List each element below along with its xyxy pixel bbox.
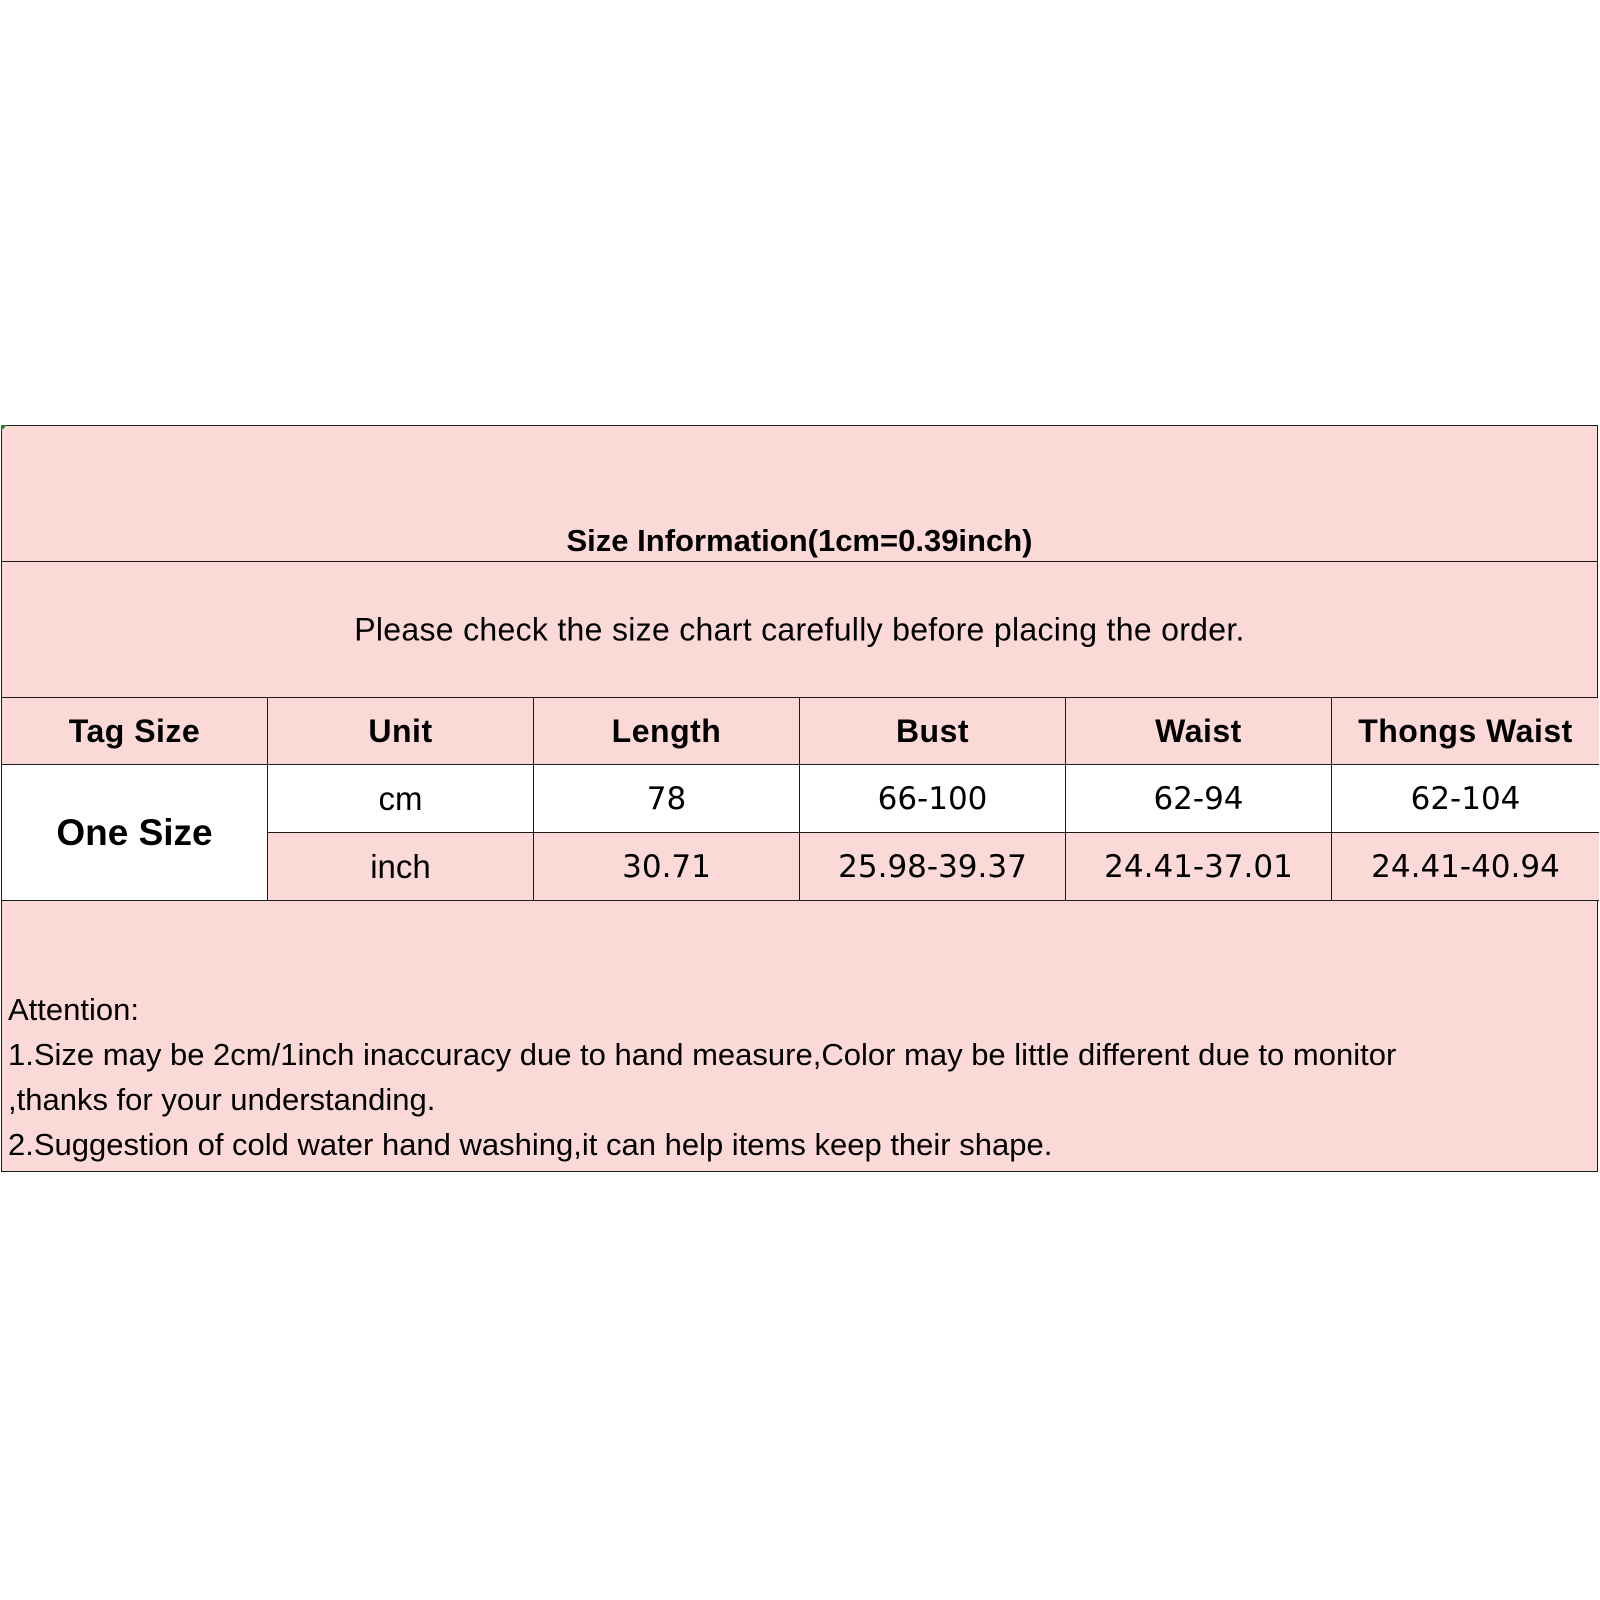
title-row (2, 426, 1597, 562)
bust-inch-cell: 25.98-39.37 (800, 833, 1066, 901)
attention-note-1: 1.Size may be 2cm/1inch inaccuracy due to hand measure,Color may be little different due to monitor (8, 1037, 1397, 1072)
header-unit: Unit (268, 698, 534, 765)
waist-inch-cell: 24.41-37.01 (1066, 833, 1332, 901)
header-thongs-waist: Thongs Waist (1332, 698, 1599, 765)
attention-heading: Attention: (8, 992, 139, 1027)
size-chart-sheet (1, 425, 1598, 1172)
size-check-notice: Please check the size chart carefully before placing the order. (354, 611, 1245, 647)
bust-cm-cell: 66-100 (800, 765, 1066, 833)
length-inch-cell: 30.71 (534, 833, 800, 901)
attention-note-2: 2.Suggestion of cold water hand washing,it can help items keep their shape. (8, 1127, 1053, 1162)
attention-notes (8, 987, 1591, 1167)
attention-notes-row (2, 901, 1597, 1171)
waist-cm-cell: 62-94 (1066, 765, 1332, 833)
length-cm-cell: 78 (534, 765, 800, 833)
thongs-waist-cm-cell: 62-104 (1332, 765, 1599, 833)
unit-inch-cell: inch (268, 833, 534, 901)
unit-cm-cell: cm (268, 765, 534, 833)
header-tag-size: Tag Size (2, 698, 268, 765)
thongs-waist-inch-cell: 24.41-40.94 (1332, 833, 1599, 901)
header-waist: Waist (1066, 698, 1332, 765)
size-table (2, 698, 1597, 901)
tag-size-cell: One Size (2, 765, 268, 901)
notice-row (2, 562, 1597, 698)
attention-note-1-cont: ,thanks for your understanding. (8, 1082, 436, 1117)
header-bust: Bust (800, 698, 1066, 765)
size-info-title: Size Information(1cm=0.39inch) (566, 523, 1033, 558)
header-length: Length (534, 698, 800, 765)
